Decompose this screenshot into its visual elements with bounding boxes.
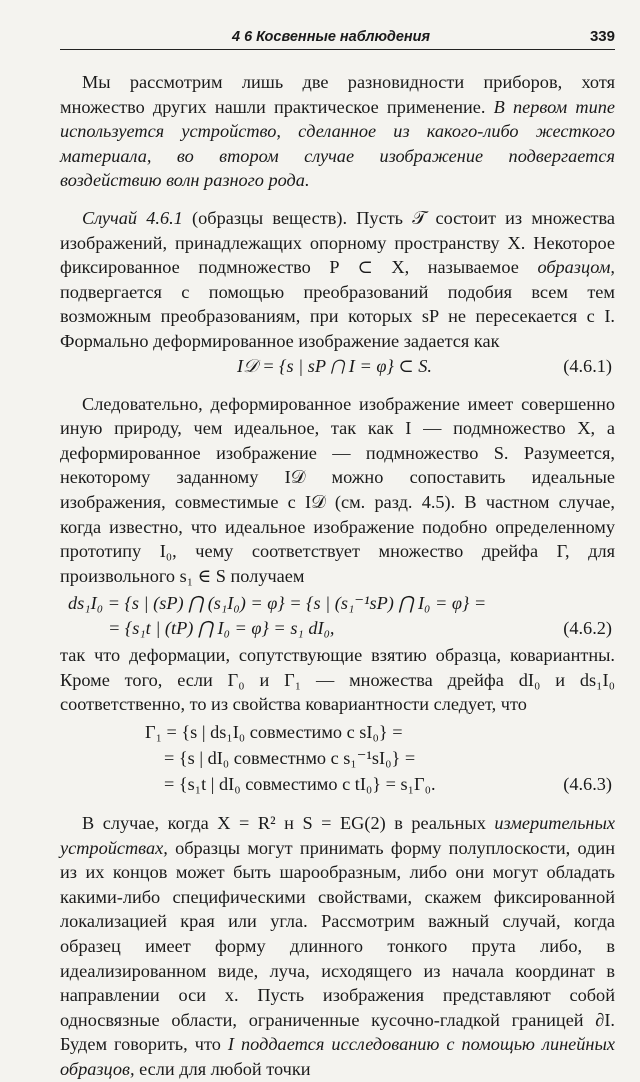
equation-body: Γ₁ = {s | ds₁I₀ совместимо с sI₀} = <box>145 722 403 743</box>
page-body <box>60 70 615 1082</box>
intro-italic: В первом типе используется устройство, сделанное из какого-либо жесткого материала, во втором случае изображение подвергается воздействию волн разного рода. <box>60 96 615 191</box>
devices-italic-2: I поддается исследованию с помощью линейных образцов, <box>60 1034 615 1079</box>
equation-body: I𝒟 = {s | sP ⋂ I = φ} ⊂ S. <box>237 355 432 376</box>
running-title: 4 6 Косвенные наблюдения <box>232 29 431 45</box>
page-number: 339 <box>589 28 615 45</box>
devices-text-cont: образцы могут принимать форму полуплоскости, один из их концов может быть шарообразным, либо они могут обладать какими-либо специфическими свойствами, скажем фиксированной локализацией края или угла. Рассмотрим важный случай, когда образец имеет форму длинного тонкого прута либо, в идеализированном виде, луча, исходящего из начала координат в направлении оси x. Пусть изображения представляют собой односвязные области, ограниченные кусочно-гладкой границей ∂I. Будем говорить, что <box>60 837 615 1055</box>
equation-number: (4.6.2) <box>563 618 612 639</box>
running-header <box>60 23 615 50</box>
equation-body: = {s₁t | (tP) ⋂ I₀ = φ} = s₁ dI₀, <box>108 618 335 639</box>
intro-text: Мы рассмотрим лишь две разновидности приборов, хотя множество других нашли практическое применение. <box>60 72 615 117</box>
paragraph-devices <box>60 811 615 1082</box>
devices-text: В случае, когда X = R² н S = EG(2) в реальных <box>82 813 486 834</box>
paragraph-intro <box>60 70 615 193</box>
devices-text-end: если для любой точки <box>139 1059 311 1079</box>
equation-number: (4.6.3) <box>563 774 612 795</box>
case-text-cont: подвергается с помощью преобразований подобия всем тем возможным преобразованиям, при которых sP не пересекается с I. Формально деформированное изображение задается как <box>60 281 615 351</box>
paragraph-covariant: так что деформации, сопутствующие взятию образца, ковариантны. Кроме того, если Γ₀ и Γ₁ — множества дрейфа dI₀ и ds₁I₀ соответственно, то из свойства ковариантности следует, что <box>60 645 615 715</box>
equation-4-6-3-line1 <box>60 720 615 746</box>
case-label: Случай 4.6.1 <box>82 207 183 228</box>
equation-body: = {s | dI₀ совместнмо с s₁⁻¹sI₀} = <box>164 748 416 769</box>
paragraph-deformed: Следовательно, деформированное изображение имеет совершенно иную природу, чем идеальное, так как I — подмножество X, а деформированное изображение — подмножество S. Разумеется, некоторому заданному I𝒟 можно сопоставить идеальные изображения, совместимые с I𝒟 (см. разд. 4.5). В частном случае, когда известно, что идеальное изображение подобно определенному прототипу I₀, чему соответствует множество дрейфа Γ, для произвольного s₁ ∈ S получаем <box>60 393 615 586</box>
equation-body: ds₁I₀ = {s | (sP) ⋂ (s₁I₀) = φ} = {s | (s₁⁻¹sP) ⋂ I₀ = φ} = <box>68 593 487 614</box>
equation-4-6-1 <box>60 354 615 379</box>
devices-italic: измерительных устройствах, <box>60 813 615 858</box>
equation-4-6-2-line2 <box>60 616 615 641</box>
equation-body: = {s₁t | dI₀ совместимо с tI₀} = s₁Γ₀. <box>164 774 436 795</box>
equation-4-6-2-line1 <box>60 591 615 616</box>
case-text: (образцы веществ). Пусть 𝒯 состоит из множества изображений, принадлежащих опорному пространству X. Некоторое фиксированное подмножество P ⊂ X, называемое <box>60 207 615 278</box>
equation-4-6-3-line2 <box>60 746 615 772</box>
case-italic-word: образцом, <box>537 257 615 278</box>
equation-number: (4.6.1) <box>563 355 612 376</box>
paragraph-case <box>60 206 615 354</box>
equation-4-6-3-line3 <box>60 772 615 798</box>
